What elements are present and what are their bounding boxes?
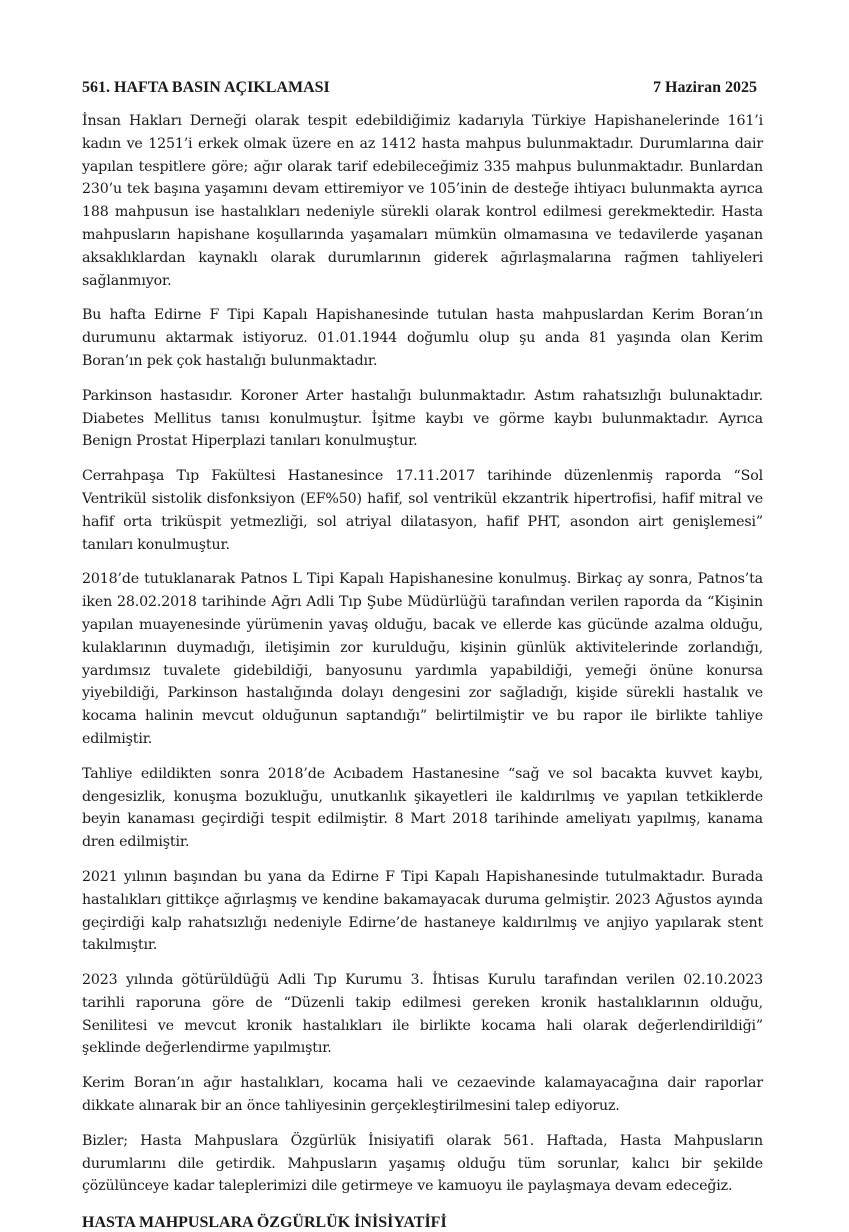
paragraph-2: Bu hafta Edirne F Tipi Kapalı Hapishanesinde tutulan hasta mahpuslardan Kerim Boran’ın durumunu aktarmak istiyoruz. 01.01.1944 doğumlu olup şu anda 81 yaşında olan Kerim Boran’ın pek çok hastalığı bulunmaktadır. (82, 307, 763, 369)
document-title: 561. HAFTA BASIN AÇIKLAMASI (82, 79, 330, 96)
paragraph-9: Kerim Boran’ın ağır hastalıkları, kocama hali ve cezaevinde kalamayacağına dair raporlar dikkate alınarak bir an önce tahliyesinin gerçekleştirilmesini talep ediyoruz. (82, 1075, 763, 1115)
paragraph-10: Bizler; Hasta Mahpuslara Özgürlük İnisiyatifi olarak 561. Haftada, Hasta Mahpusların durumlarını dile getirdik. Mahpusların yaşamış olduğu tüm sorunlar, kalıcı bir şekilde çözülünceye kadar taleplerimizi dile getirmeye ve kamuoyu ile paylaşmaya devam edeceğiz. (82, 1132, 763, 1195)
paragraph-1: İnsan Hakları Derneği olarak tespit edebildiğimiz kadarıyla Türkiye Hapishanelerinde 161’i kadın ve 1251’i erkek olmak üzere en az 1412 hasta mahpus bulunmaktadır. Durumlarına dair yapılan tespitlere göre; ağır olarak tarif edebileceğimiz 335 mahpus bulunmaktadır. Bunlardan 230’u tek başına yaşamını devam ettiremiyor ve 105’inin de desteğe ihtiyacı bulunmakta ayrıca 188 mahpusun ise hastalıkları nedeniyle sürekli olarak kontrol edilmesi gerekmektedir. Hasta mahpusların hapishane koşullarında yaşamaları mümkün olmamasına ve tedavilerde yaşanan aksaklıklardan kaynaklı olarak durumlarının giderek ağırlaşmalarına rağmen tahliyeleri sağlanmıyor. (82, 113, 763, 289)
paragraph-8: 2023 yılında götürüldüğü Adli Tıp Kurumu 3. İhtisas Kurulu tarafından verilen 02.10.2023 tarihli raporuna göre de “Düzenli takip edilmesi gereken kronik hastalıklarının olduğu, Senilitesi ve mevcut kronik hastalıkları ile birlikte kocama hali olarak değerlendirildiği” şeklinde değerlendirme yapılmıştır. (82, 972, 763, 1057)
signature-line: HASTA MAHPUSLARA ÖZGÜRLÜK İNİSİYATİFİ (82, 1214, 447, 1232)
paragraph-6: Tahliye edildikten sonra 2018’de Acıbadem Hastanesine “sağ ve sol bacakta kuvvet kaybı, dengesizlik, konuşma bozukluğu, unutkanlık şikayetleri ile kaldırılmış ve yapılan tetkiklerde beyin kanaması geçirdiği tespit edilmiştir. 8 Mart 2018 tarihinde ameliyatı yapılmış, kanama dren edilmiştir. (82, 765, 763, 851)
document-body (82, 110, 763, 1198)
paragraph-4: Cerrahpaşa Tıp Fakültesi Hastanesince 17.11.2017 tarihinde düzenlenmiş raporda “Sol Ventrikül sistolik disfonksiyon (EF%50) hafif, sol ventrikül ekzantrik hipertrofisi, hafif mitral ve hafif orta triküspit yetmezliği, sol atriyal dilatasyon, hafif PHT, asondon airt genişlemesi” tanıları konulmuştur. (82, 468, 763, 553)
press-release-page (82, 79, 763, 1232)
paragraph-5: 2018’de tutuklanarak Patnos L Tipi Kapalı Hapishanesine konulmuş. Birkaç ay sonra, Patnos’ta iken 28.02.2018 tarihinde Ağrı Adli Tıp Şube Müdürlüğü tarafından verilen raporda da “Kişinin yapılan muayenesinde yürümenin yavaş olduğu, bacak ve ellerde kas gücünde azalma olduğu, kulaklarının duymadığı, iletişimin zor kurulduğu, kişinin günlük aktivitelerinde zorlandığı, yardımsız tuvalete gidebildiği, banyosunu yardımla yapabildiği, yemeği önüne konursa yiyebildiği, Parkinson hastalığında dolayı dengesini zor sağladığı, kişide sürekli hastalık ve kocama halinin mevcut olduğunun saptandığı” belirtilmiştir ve bu rapor ile birlikte tahliye edilmiştir. (82, 571, 763, 747)
document-header (82, 79, 763, 97)
paragraph-3: Parkinson hastasıdır. Koroner Arter hastalığı bulunmaktadır. Astım rahatsızlığı bulunaktadır. Diabetes Mellitus tanısı konulmuştur. İşitme kaybı ve görme kaybı bulunmaktadır. Ayrıca Benign Prostat Hiperplazi tanıları konulmuştur. (82, 387, 763, 450)
document-date: 7 Haziran 2025 (653, 79, 757, 96)
paragraph-7: 2021 yılının başından bu yana da Edirne F Tipi Kapalı Hapishanesinde tutulmaktadır. Burada hastalıkları gittikçe ağırlaşmış ve kendine bakamayacak duruma gelmiştir. 2023 Ağustos ayında geçirdiği kalp rahatsızlığı nedeniyle Edirne’de hastaneye kaldırılmış ve anjiyo yapılarak stent takılmıştır. (82, 868, 763, 954)
